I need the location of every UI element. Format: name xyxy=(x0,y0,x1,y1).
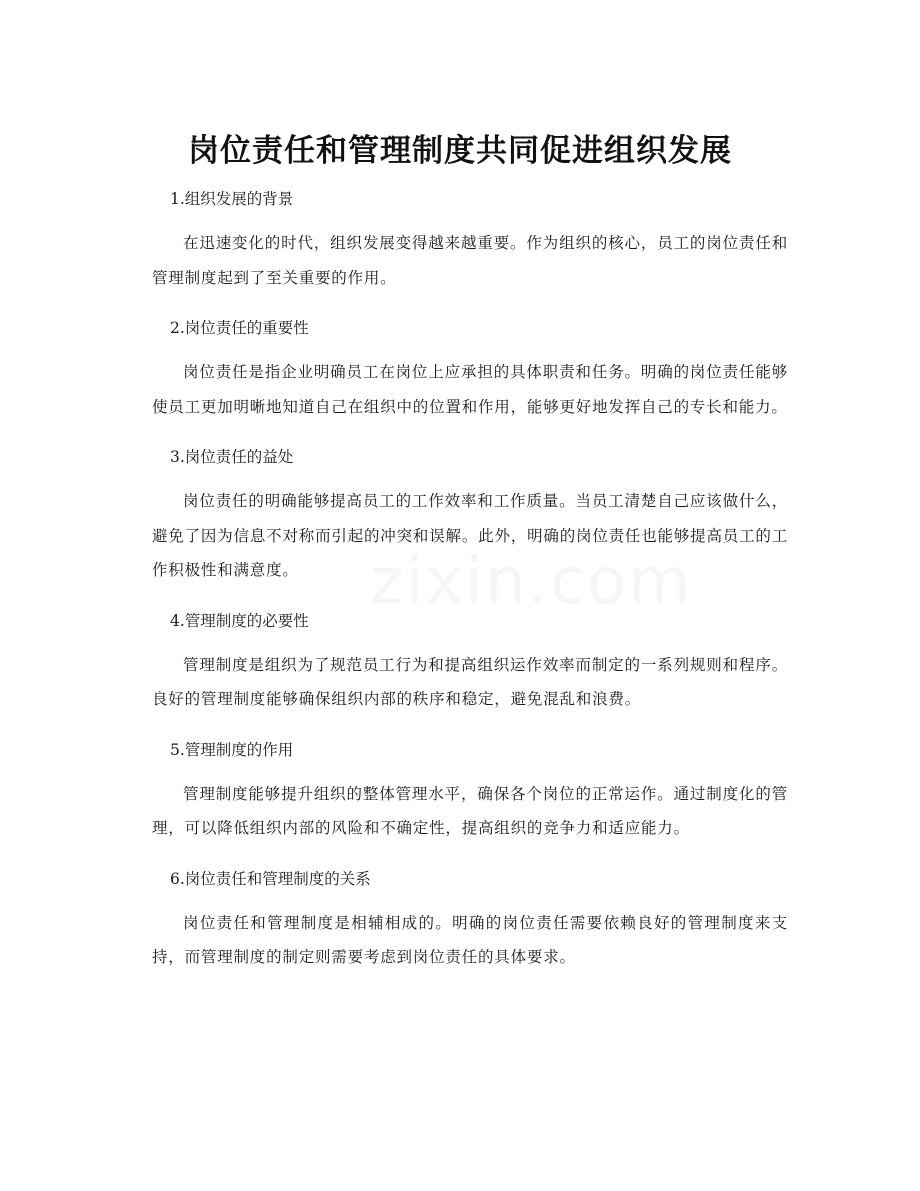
document-body xyxy=(134,182,788,991)
section-paragraph: 管理制度是组织为了规范员工行为和提高组织运作效率而制定的一系列规则和程序。良好的管理制度能够确保组织内部的秩序和稳定，避免混乱和浪费。 xyxy=(152,655,788,708)
section-5 xyxy=(134,733,788,846)
section-heading: 6.岗位责任和管理制度的关系 xyxy=(170,869,371,888)
section-paragraph: 岗位责任是指企业明确员工在岗位上应承担的具体职责和任务。明确的岗位责任能够使员工更加明晰地知道自己在组织中的位置和作用，能够更好地发挥自己的专长和能力。 xyxy=(152,363,788,416)
page-title: 岗位责任和管理制度共同促进组织发展 xyxy=(188,132,732,169)
section-heading: 2.岗位责任的重要性 xyxy=(170,319,309,337)
section-1 xyxy=(134,182,788,295)
section-heading: 1.组织发展的背景 xyxy=(170,190,294,208)
section-paragraph: 管理制度能够提升组织的整体管理水平，确保各个岗位的正常运作。通过制度化的管理，可以降低组织内部的风险和不确定性，提高组织的竞争力和适应能力。 xyxy=(152,784,788,837)
section-2 xyxy=(134,311,788,424)
section-heading: 5.管理制度的作用 xyxy=(170,740,294,759)
section-paragraph: 岗位责任的明确能够提高员工的工作效率和工作质量。当员工清楚自己应该做什么，避免了因为信息不对称而引起的冲突和误解。此外，明确的岗位责任也能够提高员工的工作积极性和满意度。 xyxy=(152,492,788,579)
section-paragraph: 岗位责任和管理制度是相辅相成的。明确的岗位责任需要依赖良好的管理制度来支持，而管理制度的制定则需要考虑到岗位责任的具体要求。 xyxy=(152,913,788,966)
section-paragraph: 在迅速变化的时代，组织发展变得越来越重要。作为组织的核心，员工的岗位责任和管理制度起到了至关重要的作用。 xyxy=(152,234,788,287)
section-6 xyxy=(134,862,788,975)
section-3 xyxy=(134,440,788,588)
section-heading: 3.岗位责任的益处 xyxy=(170,448,294,466)
section-4 xyxy=(134,604,788,717)
section-heading: 4.管理制度的必要性 xyxy=(170,611,309,630)
